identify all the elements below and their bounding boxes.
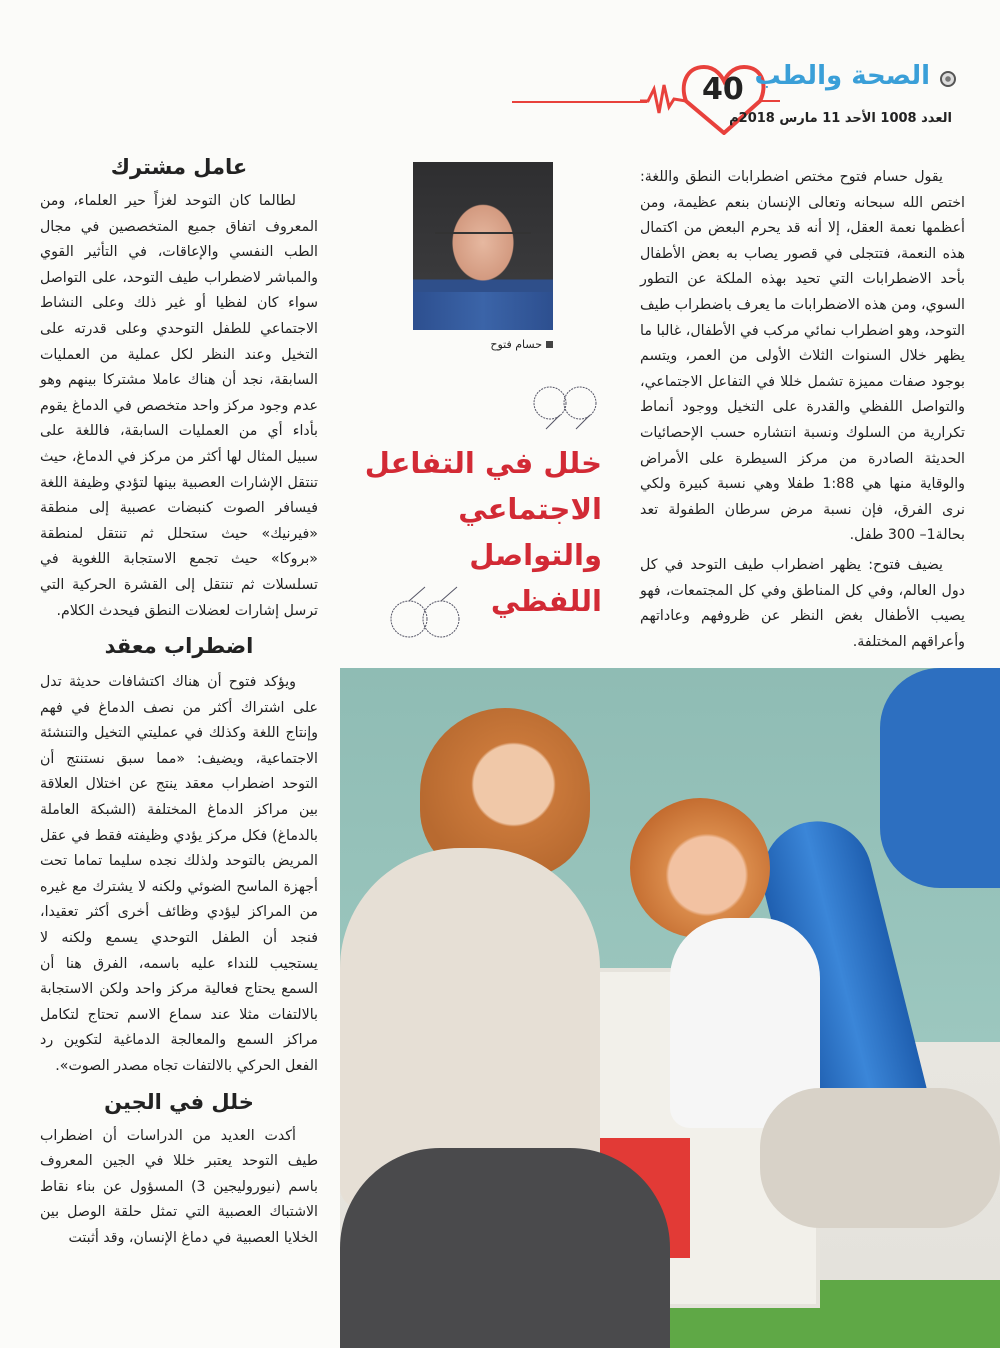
masthead [500,55,960,135]
header-rule [512,101,647,103]
gear-emblem-icon [940,71,956,87]
blue-tube-shape [880,668,1000,888]
section-heading: اضطراب معقد [104,634,254,659]
child-legs-shape [760,1088,1000,1228]
therapy-photo [340,668,1000,1348]
closing-quote-icon [530,383,602,433]
section-title: الصحة والطب [754,61,930,91]
section-heading: خلل في الجين [104,1089,254,1114]
paragraph: يقول حسام فتوح مختص اضطرابات النطق واللغة: اختص الله سبحانه وتعالى الإنسان بنعم عظيمة، ومن أعظمها نعمة العقل، إلا أنه قد يحرم البعض من اكتمال هذه النعمة، فتتجلى في قصور يصاب به بعض الأطفال بأحد الاضطرابات التي تحيد بهذه الملكة عن التطور السوي، ومن هذه الاضطرابات ما يعرف باضطراب طيف التوحد، وهو اضطراب نمائي مركب في الأطفال، غالبا ما يظهر خلال السنوات الثلاث الأولى من العمر، ويتسم بوجود صفات مميزة تشمل خللا في التفاعل الاجتماعي، والتواصل اللفظي والقدرة على التخيل ووجود أنماط تكرارية من السلوك ونسبة انتشاره حسب الإحصائيات الحديثة الصادرة من مركز السيطرة على الأمراض والوقاية منها هي 1:88 طفلا وهي نسبة كبيرة ولكي نرى الفرق، فإن نسبة مرض سرطان الطفولة تعد بحالة1– 300 طفل. [640,169,966,544]
paragraph: يضيف فتوح: يظهر اضطراب طيف التوحد في كل دول العالم، وفي كل المناطق وفي كل المجتمعات، فهو يصيب الأطفال بغض النظر عن ظروفهم وعاداتهم وأعراقهم المختلفة. [640,556,965,650]
left-column [40,155,318,1252]
pull-quote-line: الاجتماعي والتواصل [458,492,602,572]
child-hair-shape [630,798,770,938]
pull-quote-line: خلل في التفاعل [364,446,602,480]
paragraph: ويؤكد فتوح أن هناك اكتشافات حديثة تدل على اشتراك أكثر من نصف الدماغ في فهم وإنتاج اللغة وكذلك في عمليتي التخيل والتنشئة الاجتماعية، ويضيف: «مما سبق نستنتج أن التوحد اضطراب معقد ينتج عن اختلال العلاقة بين مراكز الدماغ المختلفة (الشبكة العاملة بالدماغ) فكل مركز يؤدي وظيفته فقط في عقل المريض بالتوحد ولذلك نجده سليما تماما تحت أجهزة الماسح الضوئي ولكنه لا يشترك مع غيره من المراكز ليؤدي وظائف أخرى أكثر تعقيدا، فنجد أن الطفل التوحدي يسمع ولكنه لا يستجيب للنداء عليه باسمه، الفرق هنا أن السمع يحتاج فعالية مركز واحد ولكن الاستجابة بالالتفات مثلا عند سماع الاسم تحتاج لتكامل مراكز السمع والمعالجة الدماغية لتكوين رد الفعل الحركي بالالتفات تجاه مصدر الصوت». [40,674,318,1074]
shirt-shape [413,292,553,330]
opening-quote-icon [385,585,467,641]
portrait-caption [413,338,553,351]
pull-quote-line: اللفظي [490,584,602,618]
section-heading: عامل مشترك [110,155,248,179]
page-number: 40 [702,72,744,107]
paragraph: أكدت العديد من الدراسات أن اضطراب طيف التوحد يعتبر خللا في الجين المعروف باسم (نيوروليجين 3) المسؤول عن بناء نقاط الاشتباك العصبية التي تمثل حلقة الوصل بين الخلايا العصبية في دماغ الإنسان، وقد أثبتت [40,1127,318,1246]
paragraph: لطالما كان التوحد لغزاً حير العلماء، ومن المعروف اتفاق جميع المتخصصين في مجال الطب النفسي والإعاقات، في التأثير القوي والمباشر لاضطراب طيف التوحد، على التواصل سواء كان لفظيا أو غير ذلك وعلى النشاط الاجتماعي للطفل التوحدي وعلى قدرته على التخيل وعند النظر لكل عملية من العمليات السابقة، نجد أن هناك عاملا مشتركا بينهم وهو عدم وجود مركز واحد متخصص في الدماغ يقوم بأداء أي من العمليات السابقة، فاللغة على سبيل المثال لها أكثر من مركز في الدماغ، حيث تنتقل الإشارات العصبية بينها لتؤدي وظيفة اللغة فيسافر الصوت كنبضات عصبية إلى منطقة «فيرنيك» حيث ستحلل ثم تنتقل لمنطقة «بروكا» حيث تجمع الاستجابة اللغوية في تسلسلات ثم تنتقل إلى القشرة الحركية التي ترسل إشارات لعضلات النطق فيحدث الكلام. [40,193,318,619]
caption-bullet-icon [546,341,553,348]
right-column [640,165,965,655]
glasses-shape [435,232,531,250]
author-portrait [413,162,553,330]
woman-legs-shape [340,1148,670,1348]
caption-text: حسام فتوح [490,338,542,351]
issue-date-line: العدد 1008 الأحد 11 مارس 2018م [729,111,952,126]
